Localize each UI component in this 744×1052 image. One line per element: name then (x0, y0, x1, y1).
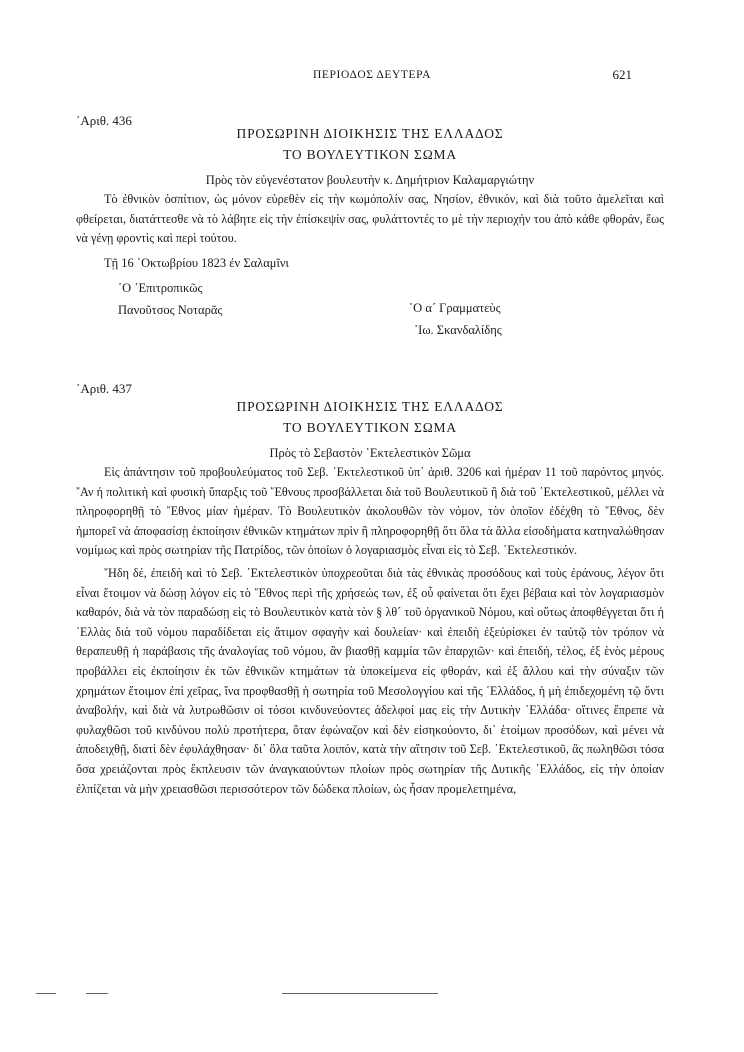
document-subheading: ΤΟ ΒΟΥΛΕΥΤΙΚΟΝ ΣΩΜΑ (283, 147, 457, 162)
body-paragraph: Τὸ ἐθνικὸν ὀσπίτιον, ὡς μόνον εὑρεθὲν εἰς τὴν κωμόπολίν σας, Νησίον, ἐθνικόν, καὶ διὰ τοῦτο ἀμελεῖται καὶ φθείρεται, διατάττεσθε νὰ τὸ λάβητε εἰς τὴν ἐπίσκεψίν σας, φυλάττοντές το μὲ τὴν περιοχήν του ἀπὸ κάθε φθοράν, ἕως νὰ γένῃ φροντὶς καὶ περὶ τούτου. (76, 192, 664, 246)
document-subheading: ΤΟ ΒΟΥΛΕΥΤΙΚΟΝ ΣΩΜΑ (283, 420, 457, 435)
document-number: ᾿Αριθ. 436 (76, 113, 132, 128)
signature-right-name: ᾿Ιω. Σκανδαλίδης (414, 322, 502, 337)
date-line: Τῇ 16 ᾿Οκτωβρίου 1823 ἐν Σαλαμῖνι (104, 255, 289, 270)
body-paragraph-2: ῎Ηδη δέ, ἐπειδὴ καὶ τὸ Σεβ. ᾿Εκτελεστικὸν ὑποχρεοῦται διὰ τὰς ἐθνικὰς προσόδους καὶ τοὺς ἐράνους, λέγον ὅτι εἶναι ἕτοιμον νὰ δώσῃ λόγον εἰς τὸ ῎Εθνος περὶ τῆς χρήσεώς των, ἐξ οὗ φαίνεται ὅτι ἔχει βέβαια καὶ τὸν λογαριασμὸν καθαρόν, διὰ νὰ τὸν παραδώσῃ εἰς τὸ Βουλευτικὸν κατὰ τὸν § λθ´ τοῦ ὀργανικοῦ Νόμου, καὶ οὕτως ἀποφθέγγεται ὅτι ἡ ῾Ελλὰς διὰ τοῦ νόμου παραδίδεται εἰς ἄτιμον σφαγὴν καὶ δουλείαν· καὶ ἐπειδὴ ἐξεύρίσκει ἐν ταὐτῷ τὸν τρόπον νὰ θεραπευθῇ ἡ παράβασις τῆς ἀναλογίας τοῦ νόμου, ἂν βιασθῇ καμμία τῶν ἐπαρχιῶν· καὶ ἐπειδή, τέλος, ἐξ ἑνὸς μέρους προβάλλει εἰς ἐκποίησιν ἐκ τῶν ἐθνικῶν κτημάτων τὰ ὑποκείμενα εἰς φθοράν, καὶ ἐξ ἄλλου καὶ τὴν σύναξιν τῶν χρημάτων ἕτοιμον ἐπὶ χεῖρας, ἵνα προφθασθῇ ἡ σωτηρία τοῦ Μεσολογγίου καὶ τῆς ῾Ελλάδος, ἡ μὴ ἐπιδεχομένη τῷ ὄντι ἀναβολήν, καὶ διὰ νὰ λυτρωθῶσιν οἱ τόσοι κινδυνεύοντες ἀδελφοί μας εἰς τὴν Δυτικὴν ῾Ελλάδα· οἵτινες ἔπρεπε νὰ φυλαχθῶσι τοῦ κινδύνου πολὺ προτήτερα, ὅταν ἐφώναζον καὶ δὲν εἰσηκούοντο, δι᾿ ἑτοίμων προσόδων, καὶ μένει νὰ ἀποδειχθῇ, διατὶ δὲν ἐφυλάχθησαν· δι᾿ ὅλα ταῦτα λοιπόν, κατὰ τὴν αἴτησιν τοῦ Σεβ. ᾿Εκτελεστικοῦ, ἂς πωληθῶσι τόσα ὅσα χρειάζονται πρὸς ἔκπλευσιν τῶν ἀναγκαιούντων πλοίων πρὸς σωτηρίαν τῆς Δυτικῆς ῾Ελλάδος, εἰς τὴν ὁποίαν ἐλπίζεται νὰ μὴν χρειασθῶσι περισσότερον τῶν δώδεκα πλοίων, ὡς ἦσαν προμελετημένα, (76, 565, 664, 796)
footer-rule (282, 993, 438, 994)
address-line: Πρὸς τὸ Σεβαστὸν ᾿Εκτελεστικὸν Σῶμα (269, 446, 471, 460)
signature-right (409, 297, 502, 341)
signature-left-title: ῾Ο ᾿Επιτροπικῶς (118, 280, 203, 295)
page-number: 621 (612, 67, 632, 82)
address-line: Πρὸς τὸν εὐγενέστατον βουλευτὴν κ. Δημήτριον Καλαμαργιώτην (205, 173, 535, 187)
document-437 (76, 381, 664, 799)
document-heading: ΠΡΟΣΩΡΙΝΗ ΔΙΟΙΚΗΣΙΣ ΤΗΣ ΕΛΛΑΔΟΣ (236, 126, 504, 141)
document-436 (76, 113, 664, 337)
footer-rule (86, 993, 108, 994)
document-number: ᾿Αριθ. 437 (76, 381, 132, 396)
document-heading: ΠΡΟΣΩΡΙΝΗ ΔΙΟΙΚΗΣΙΣ ΤΗΣ ΕΛΛΑΔΟΣ (236, 399, 504, 414)
signature-right-title: ῾Ο α´ Γραμματεὺς (409, 300, 501, 315)
running-title: ΠΕΡΙΟΔΟΣ ΔΕΥΤΕΡΑ (312, 69, 432, 81)
signature-left-name: Πανοῦτσος Νοταρᾶς (118, 302, 223, 317)
body-paragraph-1: Εἰς ἀπάντησιν τοῦ προβουλεύματος τοῦ Σεβ. ᾿Εκτελεστικοῦ ὑπ᾿ ἀριθ. 3206 καὶ ἡμέραν 11 τοῦ παρόντος μηνός. ῎Αν ἡ πολιτικὴ καὶ φυσικὴ ὕπαρξις τοῦ ῎Εθνους προσβάλλεται διὰ τοῦ Βουλευτικοῦ ἢ διὰ τοῦ ᾿Εκτελεστικοῦ, μέλλει νὰ πληροφορηθῇ τὸ ῎Εθνος μίαν ἡμέραν. Τὸ Βουλευτικὸν ἀκολουθῶν τὸν νόμον, τὸν ὁποῖον ἐδέχθη τὸ ῎Εθνος, δὲν ἠμπορεῖ νὰ ἀποφασίσῃ ἐκποίησιν ἐθνικῶν κτημάτων πρὶν ἢ πληροφορηθῇ ὅτι ὅλα τὰ ἄλλα εἰσοδήματα κατηναλώθησαν νομίμως καὶ πρὸς σωτηρίαν τῆς Πατρίδος, τῶν ὁποίων ὁ λογαριασμὸς εἶναι εἰς τὸ Σεβ. ᾿Εκτελεστικόν. (76, 465, 664, 558)
signature-left (118, 277, 222, 321)
signatures (76, 277, 664, 337)
footer-rule (36, 993, 56, 994)
